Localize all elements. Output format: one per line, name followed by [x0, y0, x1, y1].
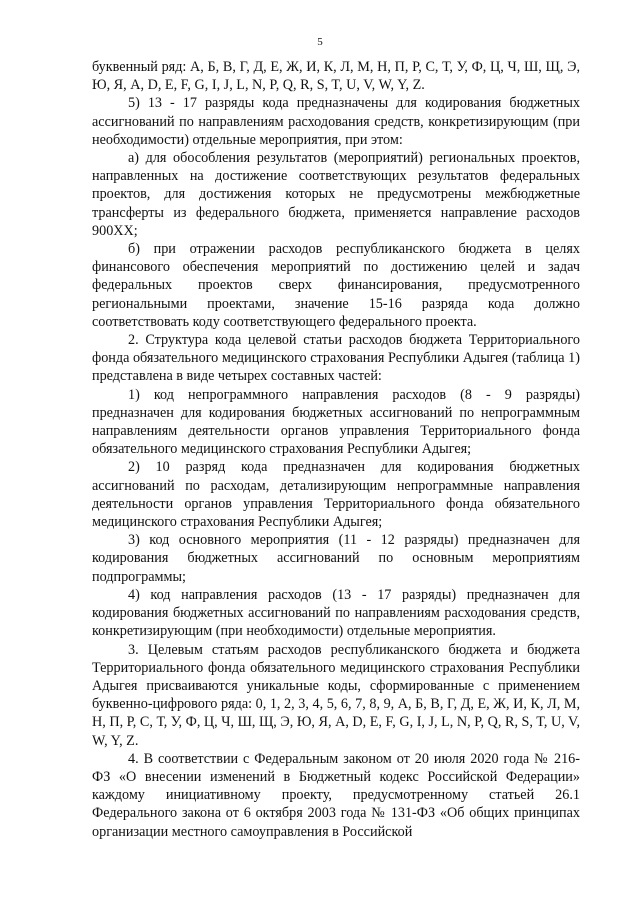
paragraph-part-2: 2) 10 разряд кода предназначен для кодирования бюджетных ассигнований по расходам, детализирующим непрограммные направления деятельности органов управления Территориального фонда обязательного медицинского страхования Республики Адыгея; [92, 459, 580, 531]
paragraph-section-2: 2. Структура кода целевой статьи расходов бюджета Территориального фонда обязательного медицинского страхования Республики Адыгея (таблица 1) представлена в виде четырех составных частей: [92, 332, 580, 385]
paragraph-part-1: 1) код непрограммного направления расходов (8 - 9 разряды) предназначен для кодирования бюджетных ассигнований по непрограммным направлениям деятельности органов управления Территориального фонда обязательного медицинского страхования Республики Адыгея; [92, 386, 580, 458]
paragraph-section-4: 4. В соответствии с Федеральным законом от 20 июля 2020 года № 216-ФЗ «О внесении изменений в Бюджетный кодекс Российской Федерации» каждому инициативному проекту, предусмотренному статьей 26.1 Федерального закона от 6 октября 2003 года № 131-ФЗ «Об общих принципах организации местного самоуправления в Российской [92, 750, 580, 840]
paragraph-subitem-b: б) при отражении расходов республиканского бюджета в целях финансового обеспечения мероприятий по достижению целей и задач федеральных проектов сверх финансирования, предусмотренного региональными проектами, значение 15-16 разряда кода должно соответствовать коду соответствующего федерального проекта. [92, 241, 580, 330]
document-body [92, 58, 580, 841]
paragraph-section-3: 3. Целевым статьям расходов республиканского бюджета и бюджета Территориального фонда обязательного медицинского страхования Республики Адыгея присваиваются уникальные коды, сформированные с применением буквенно-цифрового ряда: 0, 1, 2, 3, 4, 5, 6, 7, 8, 9, А, Б, В, Г, Д, Е, Ж, И, К, Л, М, Н, П, Р, С, Т, У, Ф, Ц, Ч, Ш, Щ, Э, Ю, Я, A, D, E, F, G, I, J, L, N, P, Q, R, S, T, U, V, W, Y, Z. [92, 641, 581, 749]
paragraph-item-5: 5) 13 - 17 разряды кода предназначены для кодирования бюджетных ассигнований по направлениям расходования средств, конкретизирующим (при необходимости) отдельные мероприятия, при этом: [92, 95, 580, 148]
paragraph-subitem-a: а) для обособления результатов (мероприятий) региональных проектов, направленных на достижение соответствующих результатов федеральных проектов, для достижения которых не предусмотрены межбюджетные трансферты из федерального бюджета, применяется направление расходов 900ХХ; [92, 150, 580, 239]
paragraph-part-3: 3) код основного мероприятия (11 - 12 разряды) предназначен для кодирования бюджетных ассигнований по основным мероприятиям подпрограммы; [92, 532, 580, 585]
page-number: 5 [317, 36, 323, 48]
paragraph-part-4: 4) код направления расходов (13 - 17 разряды) предназначен для кодирования бюджетных ассигнований по направлениям расходования средств, конкретизирующим (при необходимости) отдельные мероприятия. [92, 586, 580, 640]
paragraph-alphabet-continuation: буквенный ряд: А, Б, В, Г, Д, Е, Ж, И, К, Л, М, Н, П, Р, С, Т, У, Ф, Ц, Ч, Ш, Щ, Э, Ю, Я, A, D, E, F, G, I, J, L, N, P, Q, R, S, T, U, V, W, Y, Z. [92, 59, 580, 94]
